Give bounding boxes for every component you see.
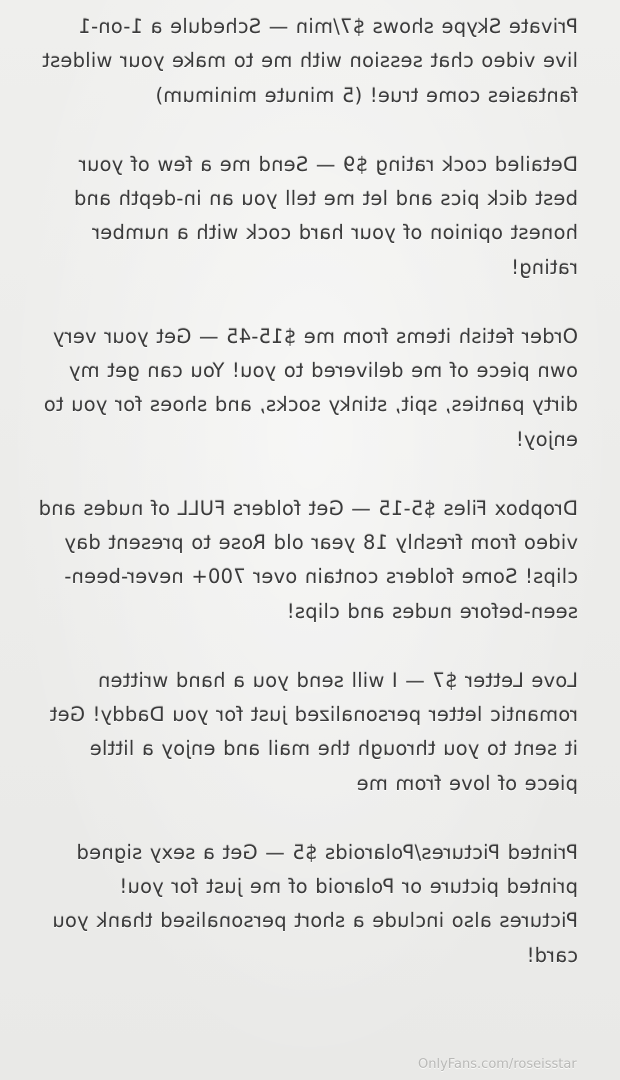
paragraph-fetish-items: Order fetish items from me $15-45 — Get your very own piece of me delivered to you! You can get my dirty panties, spit, stinky socks, and shoes for you to enjoy! (43, 324, 578, 451)
paragraph-love-letter: Love Letter $7 — I will send you a hand written romantic letter personalized just for you Daddy! Get it sent to you through the mail and enjoy a little piece of love from me (49, 668, 578, 795)
paragraph-dropbox-files: Dropbox Files $5-15 — Get folders FULL of nudes and video from freshly 18 year old Rose to present day clips! Some folders contain over 700+ never-been-seen-before nudes and clips! (38, 496, 578, 623)
watermark: OnlyFans.com/roseisstar (418, 1057, 577, 1072)
paragraph-printed-pictures: Printed Pictures/Polaroids $5 — Get a sexy signed printed picture or Polaroid of me just for you! Pictures also include a short personalised thank you card! (52, 840, 578, 967)
paragraph-cock-rating: Detailed cock rating $9 — Send me a few of your best dick pics and let me tell you an in-depth and honest opinion of your hard cock with a number rating! (73, 152, 578, 279)
note-body (38, 10, 578, 1008)
paragraph-private-skype: Private Skype shows $7/min — Schedule a 1-on-1 live video chat session with me to make your wildest fantasies come true! (5 minute minimum) (42, 15, 578, 107)
